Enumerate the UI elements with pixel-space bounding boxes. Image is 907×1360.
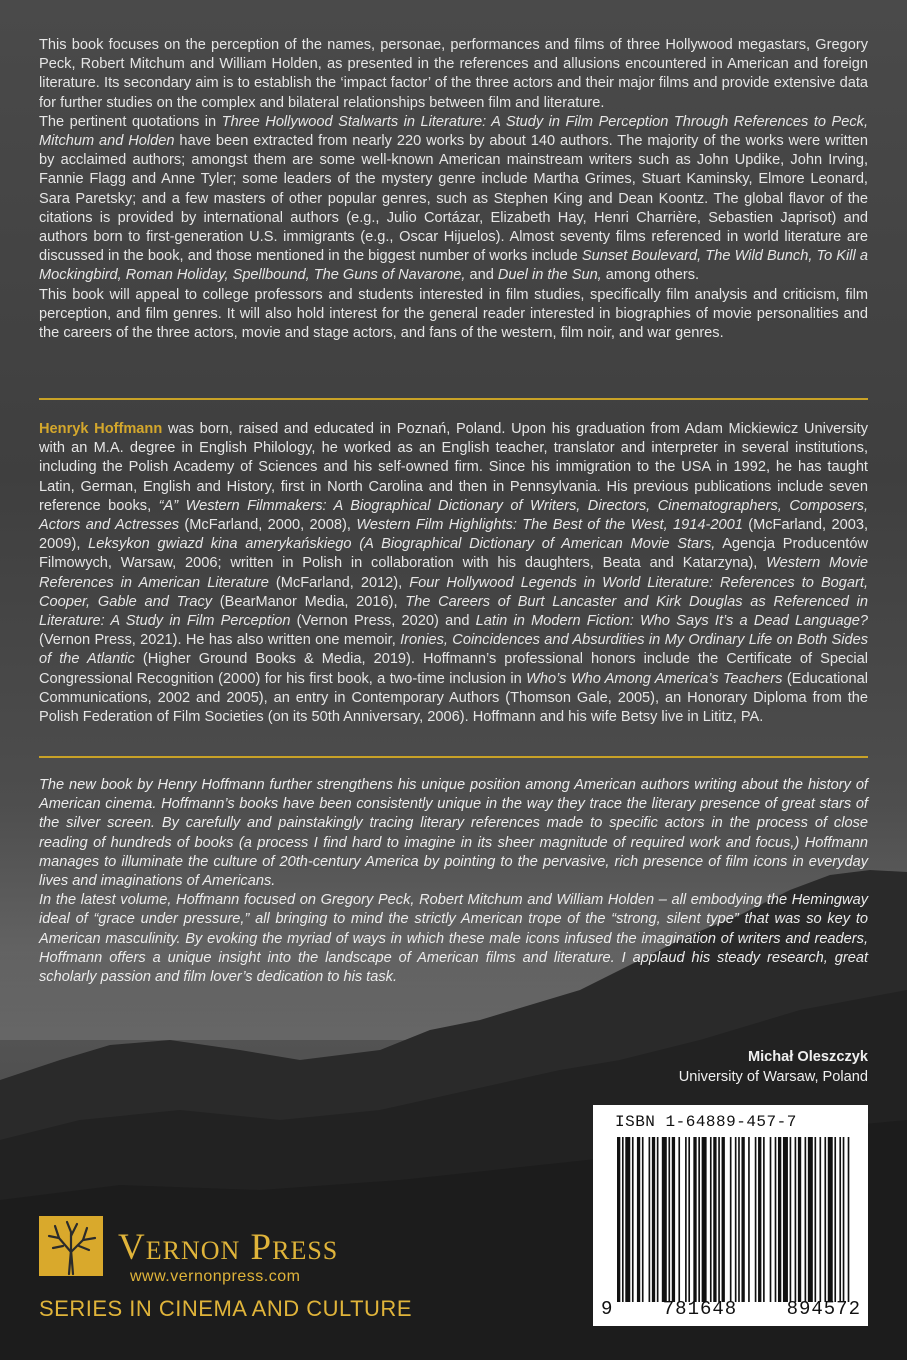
barcode-bar xyxy=(672,1137,675,1302)
barcode-bar xyxy=(748,1137,750,1302)
reviewer xyxy=(679,1047,868,1087)
barcode-bar xyxy=(814,1137,816,1302)
author-name: Henryk Hoffmann xyxy=(39,421,163,437)
barcode-bar xyxy=(819,1137,821,1302)
barcode-bar xyxy=(755,1137,757,1302)
text-run: (McFarland, 2003, 2009), xyxy=(39,517,868,553)
barcode-bar xyxy=(713,1137,716,1302)
barcode-bar xyxy=(808,1137,813,1302)
publisher-url[interactable]: www.vernonpress.com xyxy=(130,1268,301,1285)
barcode-bar xyxy=(698,1137,700,1302)
italic-title-text: Four Hollywood Legends in World Literature: References to Bogart, Cooper, Gable and Tracy xyxy=(39,574,868,610)
text-run: (Higher Ground Books & Media, 2019). Hoffmann’s professional honors include the Certificate of Special Congressional Recognition (2000) for his first book, a two-time inclusion in xyxy=(39,651,868,687)
italic-title-text: Ironies, Coincidences and Absurdities in My Ordinary Life on Both Sides of the Atlantic xyxy=(39,632,869,668)
barcode-bar xyxy=(824,1137,826,1302)
barcode-bar xyxy=(775,1137,777,1302)
barcode-bar xyxy=(617,1137,620,1302)
italic-title-text: Leksykon gwiazd kina amerykańskiego (A Biographical Dictionary of American Movie Stars, xyxy=(88,536,716,553)
barcode-digit-first: 9 xyxy=(601,1298,614,1320)
text-run: Agencja Producentów Filmowych, Warsaw, 2006; written in Polish in collaboration with his daughters, Beata and Katarzyna), xyxy=(39,536,868,572)
isbn-label: ISBN 1-64889-457-7 xyxy=(615,1113,797,1131)
barcode-bar xyxy=(622,1137,624,1302)
barcode-bar xyxy=(758,1137,761,1302)
text-run: This book will appeal to college professors and students interested in film studies, specifically film analysis and criticism, film perception, and film genres. It will also hold interest for the general reader interested in biographies of movie personalities and the careers of the three actors, movie and stage actors, and fans of the western, film noir, and war genres. xyxy=(39,286,868,342)
barcode-bar xyxy=(652,1137,655,1302)
description-paragraph xyxy=(39,36,868,113)
barcode-digits xyxy=(601,1298,861,1320)
barcode-bar xyxy=(637,1137,640,1302)
description-paragraph xyxy=(39,286,868,344)
barcode-bar xyxy=(783,1137,788,1302)
text-run: (Vernon Press, 2020) and xyxy=(290,613,476,630)
barcode-bar xyxy=(735,1137,737,1302)
barcode-bar xyxy=(685,1137,687,1302)
text-run: (McFarland, 2012), xyxy=(268,574,410,591)
reviewer-affiliation: University of Warsaw, Poland xyxy=(678,1069,868,1085)
barcode-bar xyxy=(693,1137,696,1302)
barcode-bar xyxy=(632,1137,634,1302)
publisher-name: Vernon Press xyxy=(118,1227,339,1268)
barcode-bar xyxy=(625,1137,630,1302)
text-run: (Vernon Press, 2021). He has also written one memoir, xyxy=(39,632,401,649)
text-run: and xyxy=(465,267,498,284)
barcode-bar xyxy=(678,1137,680,1302)
italic-title-text: The Careers of Burt Lancaster and Kirk Douglas as Referenced in Literature: A Study in Film Perception xyxy=(39,593,868,630)
barcode-bar xyxy=(805,1137,807,1302)
italic-title-text: Three Hollywood Stalwarts in Literature: A Study in Film Perception Through References to Peck, Mitchum and Holden xyxy=(39,113,868,150)
barcode-bar xyxy=(657,1137,659,1302)
italic-title-text: Who’s Who Among America’s Teachers xyxy=(526,670,783,687)
divider xyxy=(39,756,868,758)
author-bio-text xyxy=(39,421,868,725)
barcode-bar xyxy=(790,1137,792,1302)
barcode-bar xyxy=(722,1137,725,1302)
barcode-bar xyxy=(668,1137,670,1302)
text-run: (Educational Communications, 2002 and 2005), an entry in Contemporary Authors (Thomson Gale, 2005), an Honorary Diploma from the Polish Federation of Film Societies (on its 50th Anniversary, 2006). Hoffmann and his wife Betsy live in Lititz, PA. xyxy=(39,670,868,726)
italic-title-text: “A” Western Filmmakers: A Biographical Dictionary of Writers, Directors, Cinematographers, Composers, Actors and Actresses xyxy=(39,497,868,534)
review-paragraph: In the latest volume, Hoffmann focused on Gregory Peck, Robert Mitchum and William Holden – all embodying the Hemingway ideal of “grace under pressure,” all bringing to mind the strictly American trope of the “strong, silent type” that was so key to American masculinity. By evoking the myriad of ways in which these male icons infused the imagination of writers and readers, Hoffmann offers a unique insight into the landscape of American films and literature. I applaud his steady research, great scholarly passion and film lover’s dedication to his task. xyxy=(39,892,868,986)
text-run: was born, raised and educated in Poznań, Poland. Upon his graduation from Adam Mickiewicz University with an M.A. degree in English Philology, he worked as an English teacher, translator and interpreter in several institutions, including the Polish Academy of Sciences and his self-owned firm. Since his immigration to the USA in 1992, he has taught Latin, German, English and History, first in North Carolina and then in Pennsylvania. His previous publications include seven reference books, xyxy=(39,421,868,514)
barcode-bar xyxy=(702,1137,707,1302)
barcode-bar xyxy=(688,1137,690,1302)
text-run: (McFarland, 2000, 2008), xyxy=(179,517,357,534)
barcode-bar xyxy=(778,1137,781,1302)
isbn-barcode xyxy=(593,1105,868,1326)
text-run: (BearManor Media, 2016), xyxy=(212,593,406,610)
italic-title-text: Western Movie References in American Literature xyxy=(39,555,868,591)
description-paragraph xyxy=(39,113,868,286)
barcode-bar xyxy=(763,1137,765,1302)
barcode-bars xyxy=(617,1137,851,1302)
barcode-bar xyxy=(642,1137,644,1302)
barcode-bar xyxy=(839,1137,841,1302)
vernon-press-logo-icon xyxy=(39,1216,103,1276)
barcode-bar xyxy=(843,1137,845,1302)
barcode-bar xyxy=(834,1137,836,1302)
barcode-bar xyxy=(828,1137,833,1302)
text-run: This book focuses on the perception of the names, personae, performances and films of three Hollywood megastars, Gregory Peck, Robert Mitchum and William Holden, as presented in the references and allusions encountered in American and foreign literature. Its secondary aim is to establish the ‘impact factor’ of the three actors and their major films and provide extensive data for further studies on the complex and bilateral relationships between film and literature. xyxy=(39,37,868,111)
italic-title-text: Western Film Highlights: The Best of the West, 1914-2001 xyxy=(356,517,743,534)
italic-title-text: Duel in the Sun, xyxy=(497,267,602,284)
author-bio-section xyxy=(39,420,868,727)
barcode-bar xyxy=(649,1137,651,1302)
barcode-bar xyxy=(798,1137,801,1302)
description-section xyxy=(39,36,868,343)
reviewer-name: Michał Oleszczyk xyxy=(747,1049,868,1065)
barcode-bar xyxy=(718,1137,720,1302)
text-run: The pertinent quotations in xyxy=(39,113,222,130)
author-bio xyxy=(39,420,868,727)
text-run: among others. xyxy=(601,267,700,284)
barcode-bar xyxy=(730,1137,732,1302)
barcode-bar xyxy=(848,1137,850,1302)
italic-title-text: Latin in Modern Fiction: Who Says It’s a Dead Language? xyxy=(475,613,868,630)
review-section xyxy=(39,776,868,987)
barcode-bar xyxy=(795,1137,797,1302)
barcode-digits-group2: 894572 xyxy=(786,1298,861,1320)
review-paragraph: The new book by Henry Hoffmann further strengthens his unique position among American authors writing about the history of American cinema. Hoffmann’s books have been consistently unique in the way they trace the literary presence of great stars of the silver screen. By carefully and painstakingly tracing literary references made to specific actors in the process of close reading of hundreds of books (a process I find hard to imagine in its sheer magnitude of required work and focus,) Hoffmann manages to illuminate the culture of 20th-century America by pointing to the pervasive, rich presence of film icons in everyday lives and imaginations of Americans. xyxy=(39,777,868,890)
barcode-digits-group1: 781648 xyxy=(662,1298,738,1320)
barcode-bar xyxy=(662,1137,667,1302)
barcode-bar xyxy=(770,1137,772,1302)
series-name: SERIES IN CINEMA AND CULTURE xyxy=(39,1296,412,1321)
barcode-bar xyxy=(741,1137,744,1302)
divider xyxy=(39,398,868,400)
italic-title-text: Sunset Boulevard, The Wild Bunch, To Kill a Mockingbird, Roman Holiday, Spellbound, The Guns of Navarone, xyxy=(39,248,869,284)
text-run: have been extracted from nearly 220 works by about 140 authors. The majority of the works were written by acclaimed authors; amongst them are some well-known American mainstream writers such as John Updike, John Irving, Fannie Flagg and Anne Tyler; some leaders of the mystery genre include Martha Grimes, Stuart Kaminsky, Elmore Leonard, Sara Paretsky; and a few masters of other popular genres, such as Stephen King and Dean Koontz. The global flavor of the citations is provided by international authors (e.g., Julio Cortázar, Elizabeth Hay, Henri Charrière, Sebastien Japrisot) and authors born to first-generation U.S. immigrants (e.g., Oscar Hijuelos). Almost seventy films referenced in world literature are discussed in the book, and those mentioned in the biggest number of works include xyxy=(39,133,868,265)
barcode-bar xyxy=(710,1137,712,1302)
barcode-bar xyxy=(738,1137,740,1302)
